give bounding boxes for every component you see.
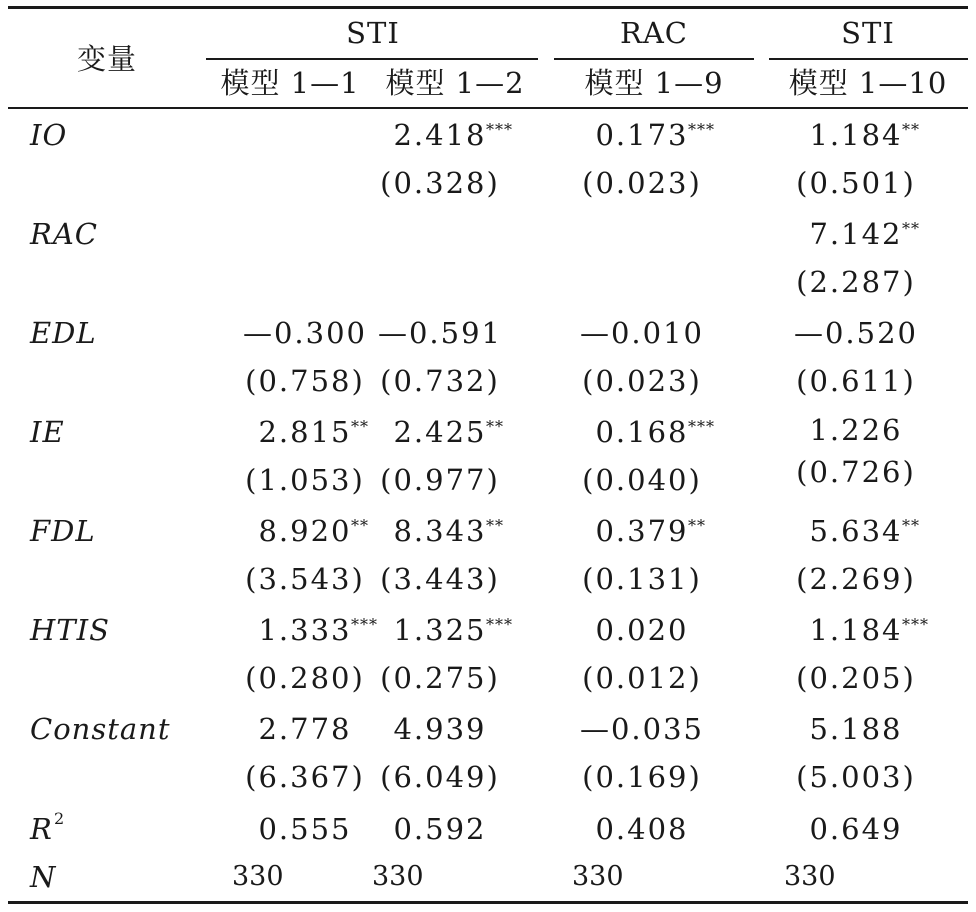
std-error-cell: (0.611) (796, 364, 916, 398)
significance-stars: ** (351, 417, 369, 436)
coefficient-cell: 1.184 (809, 118, 903, 152)
coefficient-cell: —0.520 (793, 316, 919, 350)
coefficient-cell: 1.333 (258, 613, 352, 647)
group-rule-sti (206, 58, 538, 60)
std-error-cell: (1.053) (245, 463, 365, 497)
std-error-cell: (2.287) (796, 265, 916, 299)
std-error-cell: (0.023) (582, 166, 702, 200)
std-error-cell: (5.003) (796, 760, 916, 794)
r-squared-value: 0.408 (595, 812, 689, 846)
std-error-cell: (0.758) (245, 364, 365, 398)
coefficient-cell: 5.188 (809, 712, 903, 746)
coefficient-cell: 0.379 (595, 514, 689, 548)
std-error-cell: (0.040) (582, 463, 702, 497)
std-error-cell: (0.501) (796, 166, 916, 200)
model-header-1-10: 模型 1—10 (788, 66, 948, 100)
model-header-1-9: 模型 1—9 (584, 66, 724, 100)
variable-name: Constant (30, 712, 171, 746)
coefficient-cell: 2.418 (393, 118, 487, 152)
significance-stars: *** (902, 615, 929, 634)
significance-stars: ** (688, 516, 706, 535)
r-squared-superscript: 2 (54, 809, 65, 828)
std-error-cell: (0.275) (380, 661, 500, 695)
coefficient-cell: 0.168 (595, 415, 689, 449)
group-rule-sti-2 (769, 58, 968, 60)
n-value: 330 (784, 861, 836, 892)
coefficient-cell: 8.920 (258, 514, 352, 548)
coefficient-cell: 2.778 (258, 712, 352, 746)
std-error-cell: (2.269) (796, 562, 916, 596)
variable-name: IO (30, 118, 68, 152)
std-error-cell: (0.205) (796, 661, 916, 695)
model-header-1-1: 模型 1—1 (220, 66, 360, 100)
significance-stars: ** (902, 120, 920, 139)
variable-name: HTIS (30, 613, 110, 647)
group-header-rac: RAC (620, 16, 688, 50)
std-error-cell: (6.049) (380, 760, 500, 794)
coefficient-cell: 4.939 (393, 712, 487, 746)
variable-name: IE (30, 415, 65, 449)
std-error-cell: (0.023) (582, 364, 702, 398)
n-label: N (30, 860, 57, 894)
std-error-cell: (0.977) (380, 463, 500, 497)
r-squared-value: 0.649 (809, 812, 903, 846)
variable-header: 变量 (76, 42, 138, 76)
variable-name: EDL (30, 316, 97, 350)
significance-stars: *** (688, 417, 715, 436)
significance-stars: *** (688, 120, 715, 139)
std-error-cell: (3.543) (245, 562, 365, 596)
group-header-sti-2: STI (841, 16, 895, 50)
coefficient-cell: —0.300 (242, 316, 368, 350)
significance-stars: *** (351, 615, 378, 634)
significance-stars: *** (486, 615, 513, 634)
coefficient-cell: 1.325 (393, 613, 487, 647)
top-rule (8, 6, 968, 9)
n-value: 330 (232, 861, 284, 892)
coefficient-cell: 8.343 (393, 514, 487, 548)
coefficient-cell: 0.173 (595, 118, 689, 152)
significance-stars: ** (902, 516, 920, 535)
std-error-cell: (0.726) (796, 455, 916, 489)
coefficient-cell: 5.634 (809, 514, 903, 548)
header-rule (8, 107, 968, 109)
variable-name: FDL (30, 514, 96, 548)
coefficient-cell: 2.815 (258, 415, 352, 449)
coefficient-cell: —0.035 (579, 712, 705, 746)
std-error-cell: (0.328) (380, 166, 500, 200)
coefficient-cell: —0.591 (377, 316, 503, 350)
n-value: 330 (372, 861, 424, 892)
r-squared-value: 0.555 (258, 812, 352, 846)
significance-stars: *** (486, 120, 513, 139)
coefficient-cell: 2.425 (393, 415, 487, 449)
coefficient-cell: 1.184 (809, 613, 903, 647)
significance-stars: ** (486, 516, 504, 535)
significance-stars: ** (351, 516, 369, 535)
coefficient-cell: 1.226 (809, 413, 903, 447)
std-error-cell: (0.732) (380, 364, 500, 398)
std-error-cell: (0.280) (245, 661, 365, 695)
std-error-cell: (3.443) (380, 562, 500, 596)
significance-stars: ** (486, 417, 504, 436)
std-error-cell: (0.169) (582, 760, 702, 794)
group-header-sti: STI (346, 16, 400, 50)
std-error-cell: (0.131) (582, 562, 702, 596)
bottom-rule (8, 901, 968, 904)
variable-name: RAC (30, 217, 98, 251)
r-squared-value: 0.592 (393, 812, 487, 846)
coefficient-cell: —0.010 (579, 316, 705, 350)
std-error-cell: (6.367) (245, 760, 365, 794)
std-error-cell: (0.012) (582, 661, 702, 695)
r-squared-label: R (30, 812, 53, 846)
significance-stars: ** (902, 219, 920, 238)
coefficient-cell: 0.020 (595, 613, 689, 647)
model-header-1-2: 模型 1—2 (385, 66, 525, 100)
group-rule-rac (554, 58, 754, 60)
coefficient-cell: 7.142 (809, 217, 903, 251)
n-value: 330 (572, 861, 624, 892)
